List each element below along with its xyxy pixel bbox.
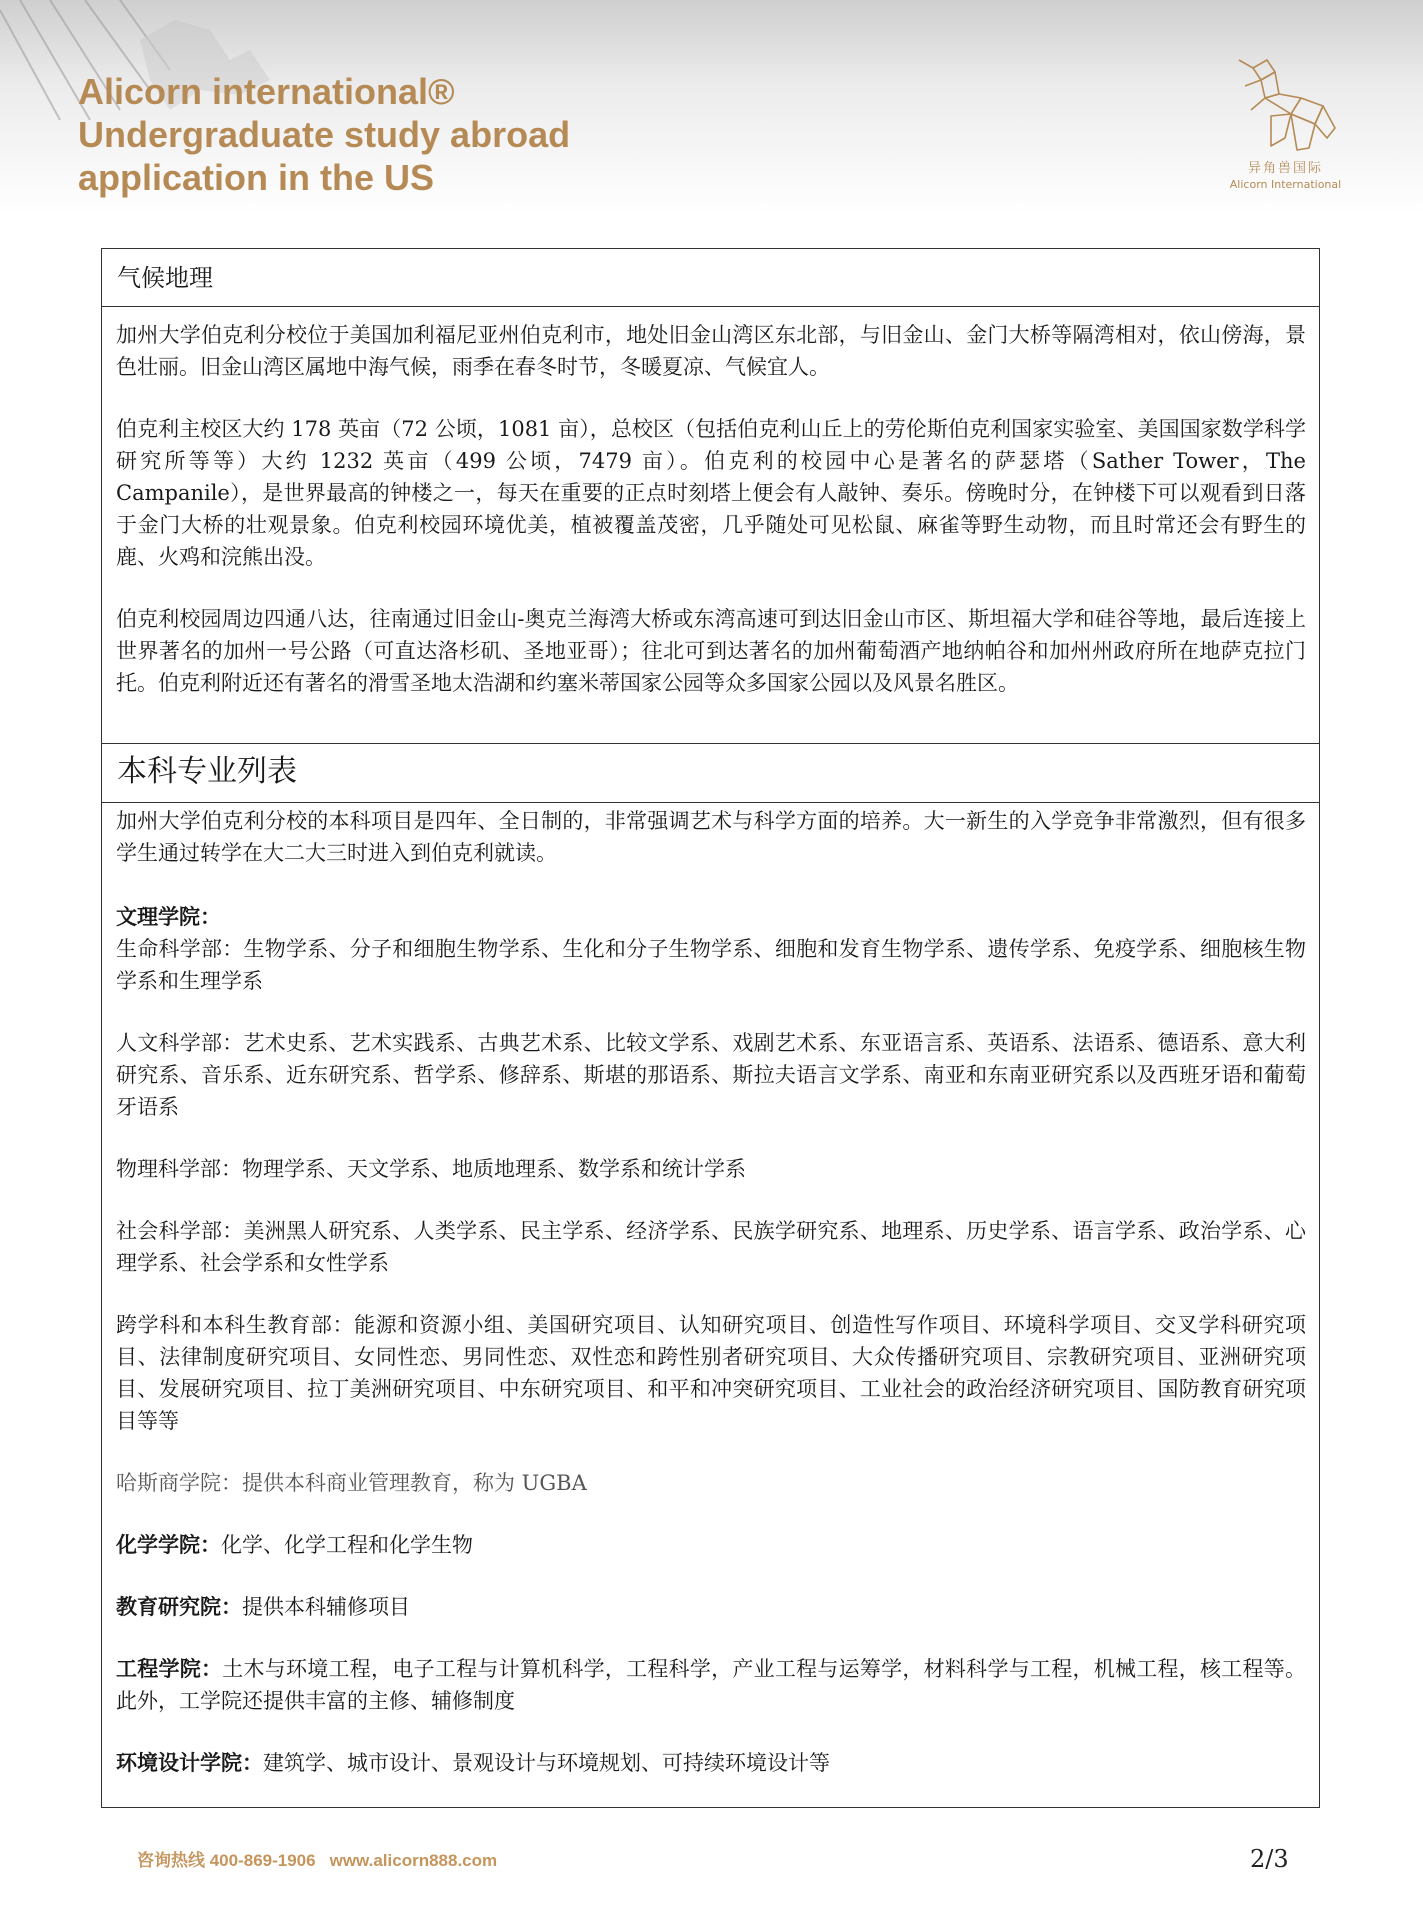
college-engineering (116, 1653, 1306, 1717)
college-education (116, 1591, 1306, 1623)
dept-life-sciences: 生命科学部：生物学系、分子和细胞生物学系、生化和分子生物学系、细胞和发育生物学系、遗传学系、免疫学系、细胞核生物学系和生理学系 (116, 937, 1306, 993)
unicorn-icon (1231, 58, 1341, 153)
footer-contact (137, 1846, 497, 1871)
college-label: 哈斯商学院： (116, 1471, 242, 1495)
logo-chinese-name: 异角兽国际 (1247, 161, 1323, 176)
college-label: 教育研究院： (116, 1595, 242, 1619)
college-heading-letters (116, 901, 1306, 933)
brand-title-line-1: Alicorn international® (78, 71, 455, 112)
college-description: 土木与环境工程，电子工程与计算机科学，工程科学，产业工程与运筹学，材料科学与工程，机械工程，核工程等。此外，工学院还提供丰富的主修、辅修制度 (116, 1657, 1307, 1713)
college-label: 文理学院： (116, 905, 221, 929)
brand-title-line-2: Undergraduate study abroad (78, 114, 571, 155)
dept-interdisciplinary: 跨学科和本科生教育部：能源和资源小组、美国研究项目、认知研究项目、创造性写作项目、环境科学项目、交叉学科研究项目、法律制度研究项目、女同性恋、男同性恋、双性恋和跨性别者研究项目、大众传播研究项目、宗教研究项目、亚洲研究项目、发展研究项目、拉丁美洲研究项目、中东研究项目、和平和冲突研究项目、工业社会的政治经济研究项目、国防教育研究项目等等 (116, 1313, 1306, 1433)
dept-physical-sciences: 物理科学部：物理学系、天文学系、地质地理系、数学系和统计学系 (116, 1157, 746, 1181)
content-box (101, 248, 1320, 1808)
dept-humanities: 人文科学部：艺术史系、艺术实践系、古典艺术系、比较文学系、戏剧艺术系、东亚语言系、英语系、法语系、德语系、意大利研究系、音乐系、近东研究系、哲学系、修辞系、斯堪的那语系、斯拉夫语言文学系、南亚和东南亚研究系以及西班牙语和葡萄牙语系 (116, 1031, 1306, 1119)
section-heading-climate: 气候地理 (102, 249, 1319, 307)
college-label: 环境设计学院： (116, 1751, 263, 1775)
section-body-climate (116, 319, 1306, 729)
brand-title-line-3: application in the US (78, 157, 435, 198)
alicorn-logo (1218, 58, 1353, 203)
college-haas (116, 1467, 1306, 1499)
section-body-majors (116, 805, 1306, 1809)
college-description: 建筑学、城市设计、景观设计与环境规划、可持续环境设计等 (263, 1751, 830, 1775)
college-description: 提供本科辅修项目 (242, 1595, 410, 1619)
website-link[interactable]: www.alicorn888.com (329, 1851, 498, 1870)
college-description: 提供本科商业管理教育，称为 UGBA (242, 1471, 587, 1495)
logo-english-name: Alicorn International (1229, 178, 1342, 191)
paragraph: 伯克利校园周边四通八达，往南通过旧金山-奥克兰海湾大桥或东湾高速可到达旧金山市区、斯坦福大学和硅谷等地，最后连接上世界著名的加州一号公路（可直达洛杉矶、圣地亚哥）；往北可到达著名的加州葡萄酒产地纳帕谷和加州州政府所在地萨克拉门托。伯克利附近还有著名的滑雪圣地太浩湖和约塞米蒂国家公园等众多国家公园以及风景名胜区。 (116, 607, 1306, 695)
college-label: 化学学院： (116, 1533, 221, 1557)
paragraph: 伯克利主校区大约 178 英亩（72 公顷，1081 亩），总校区（包括伯克利山丘上的劳伦斯伯克利国家实验室、美国国家数学科学研究所等等）大约 1232 英亩（499 公顷，7479 亩）。伯克利的校园中心是著名的萨瑟塔（Sather Tower，The Campanile），是世界最高的钟楼之一，每天在重要的正点时刻塔上便会有人敲钟、奏乐。傍晚时分，在钟楼下可以观看到日落于金门大桥的壮观景象。伯克利校园环境优美，植被覆盖茂密，几乎随处可见松鼠、麻雀等野生动物，而且时常还会有野生的鹿、火鸡和浣熊出没。 (116, 417, 1306, 569)
page-number: 2/3 (1250, 1845, 1289, 1873)
dept-social-sciences: 社会科学部：美洲黑人研究系、人类学系、民主学系、经济学系、民族学研究系、地理系、历史学系、语言学系、政治学系、心理学系、社会学系和女性学系 (116, 1219, 1306, 1275)
brand-title (78, 70, 638, 199)
majors-intro: 加州大学伯克利分校的本科项目是四年、全日制的，非常强调艺术与科学方面的培养。大一新生的入学竞争非常激烈，但有很多学生通过转学在大二大三时进入到伯克利就读。 (116, 809, 1306, 865)
college-description: 化学、化学工程和化学生物 (221, 1533, 473, 1557)
college-chemistry (116, 1529, 1306, 1561)
section-heading-majors: 本科专业列表 (102, 743, 1319, 803)
college-label: 工程学院： (116, 1657, 223, 1681)
paragraph: 加州大学伯克利分校位于美国加利福尼亚州伯克利市，地处旧金山湾区东北部，与旧金山、金门大桥等隔湾相对，依山傍海，景色壮丽。旧金山湾区属地中海气候，雨季在春冬时节，冬暖夏凉、气候宜人。 (116, 323, 1306, 379)
hotline-text: 咨询热线 400-869-1906 (137, 1851, 316, 1870)
college-environmental-design (116, 1747, 1306, 1779)
